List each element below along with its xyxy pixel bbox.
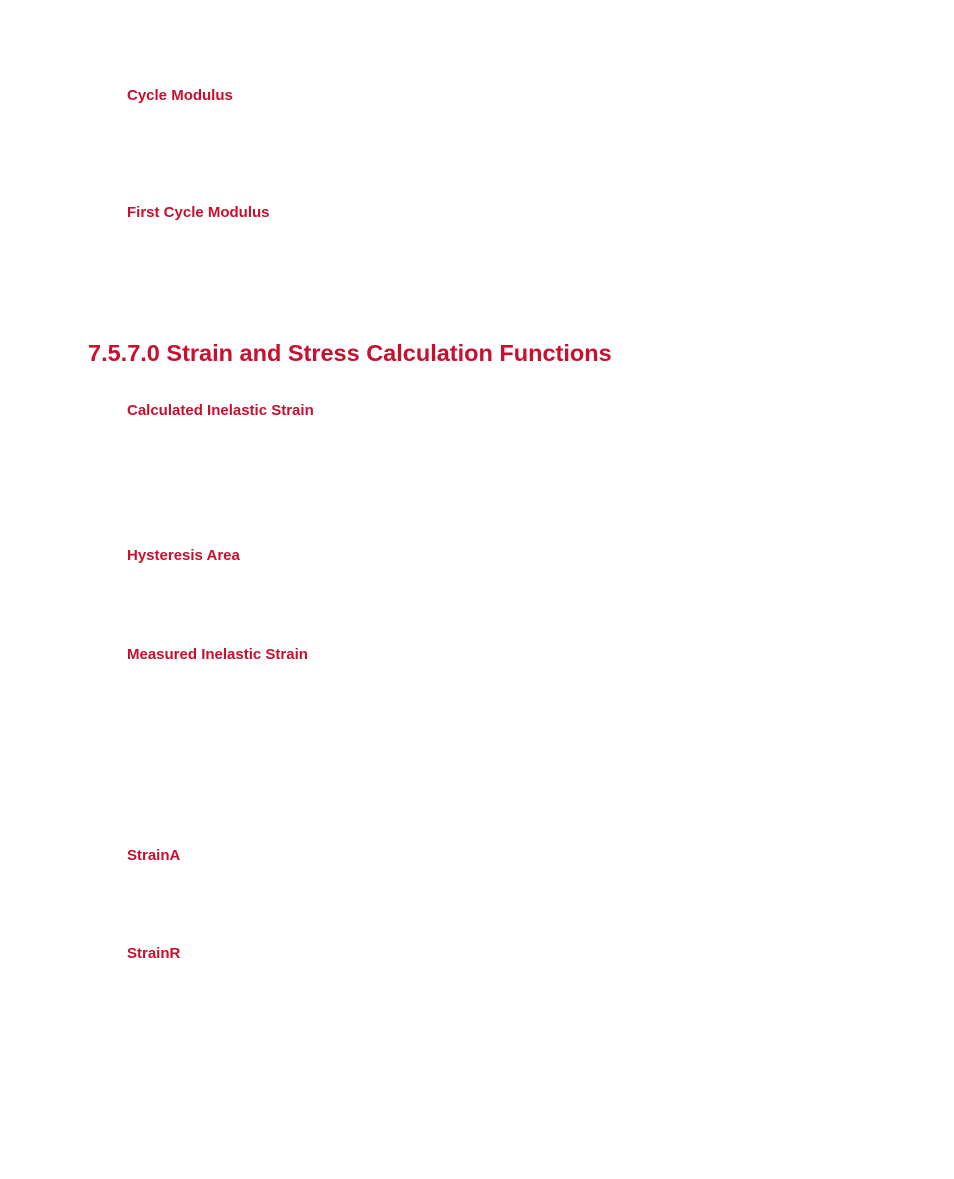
heading-strainr: StrainR bbox=[127, 945, 181, 962]
heading-cycle-modulus: Cycle Modulus bbox=[127, 87, 233, 104]
heading-straina: StrainA bbox=[127, 847, 181, 864]
heading-first-cycle-modulus: First Cycle Modulus bbox=[127, 204, 270, 221]
section-title: 7.5.7.0 Strain and Stress Calculation Functions bbox=[88, 340, 612, 366]
heading-hysteresis-area: Hysteresis Area bbox=[127, 547, 240, 564]
heading-calculated-inelastic-strain: Calculated Inelastic Strain bbox=[127, 402, 314, 419]
heading-measured-inelastic-strain: Measured Inelastic Strain bbox=[127, 646, 308, 663]
